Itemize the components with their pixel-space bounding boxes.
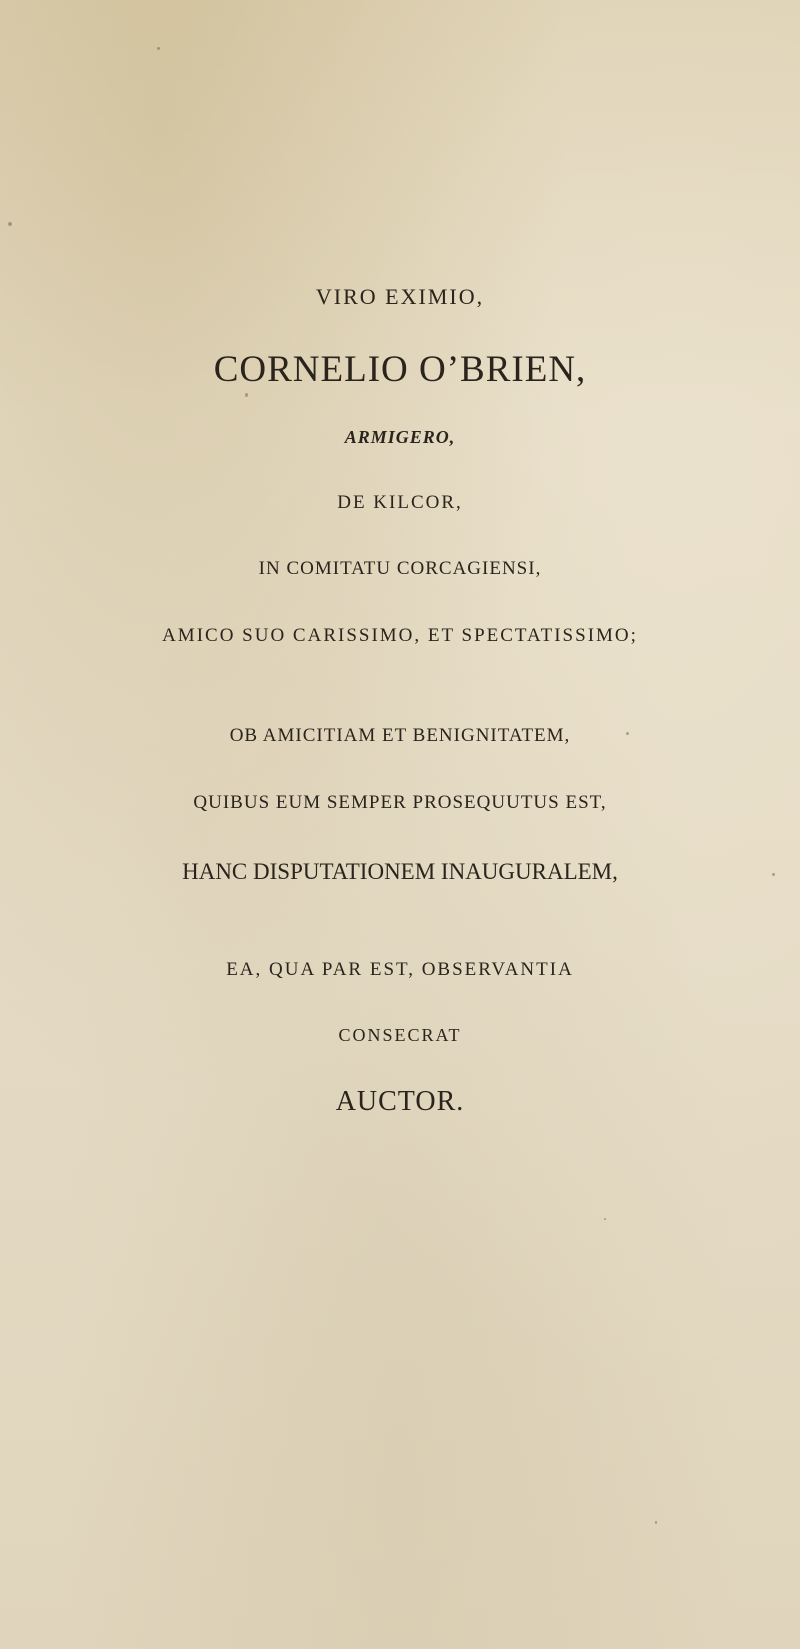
paper-speck	[604, 1218, 606, 1220]
dedication-line-reason-continued: QUIBUS EUM SEMPER PROSEQUUTUS EST,	[193, 792, 607, 813]
paper-speck	[772, 873, 775, 876]
dedication-line-author: AUCTOR.	[335, 1086, 465, 1117]
dedication-line-observance: EA, QUA PAR EST, OBSERVANTIA	[226, 959, 574, 980]
dedication-line-consecrat: CONSECRAT	[338, 1025, 462, 1045]
dedication-line-recipient-title: VIRO EXIMIO,	[315, 284, 485, 309]
dedication-line-place: DE KILCOR,	[337, 492, 463, 513]
paper-speck	[245, 393, 248, 397]
dedication-line-county: IN COMITATU CORCAGIENSI,	[258, 558, 542, 579]
paper-speck	[157, 47, 160, 50]
paper-speck	[8, 222, 12, 226]
dedication-line-rank: ARMIGERO,	[344, 427, 456, 447]
paper-speck	[655, 1521, 657, 1524]
paper-speck	[626, 732, 629, 735]
dedication-line-reason: OB AMICITIAM ET BENIGNITATEM,	[229, 725, 571, 746]
dedication-line-disputation: HANC DISPUTATIONEM INAUGURALEM,	[182, 859, 618, 884]
dedication-line-friend: AMICO SUO CARISSIMO, ET SPECTATISSIMO;	[162, 625, 638, 646]
dedication-line-recipient-name: CORNELIO O’BRIEN,	[213, 349, 587, 390]
